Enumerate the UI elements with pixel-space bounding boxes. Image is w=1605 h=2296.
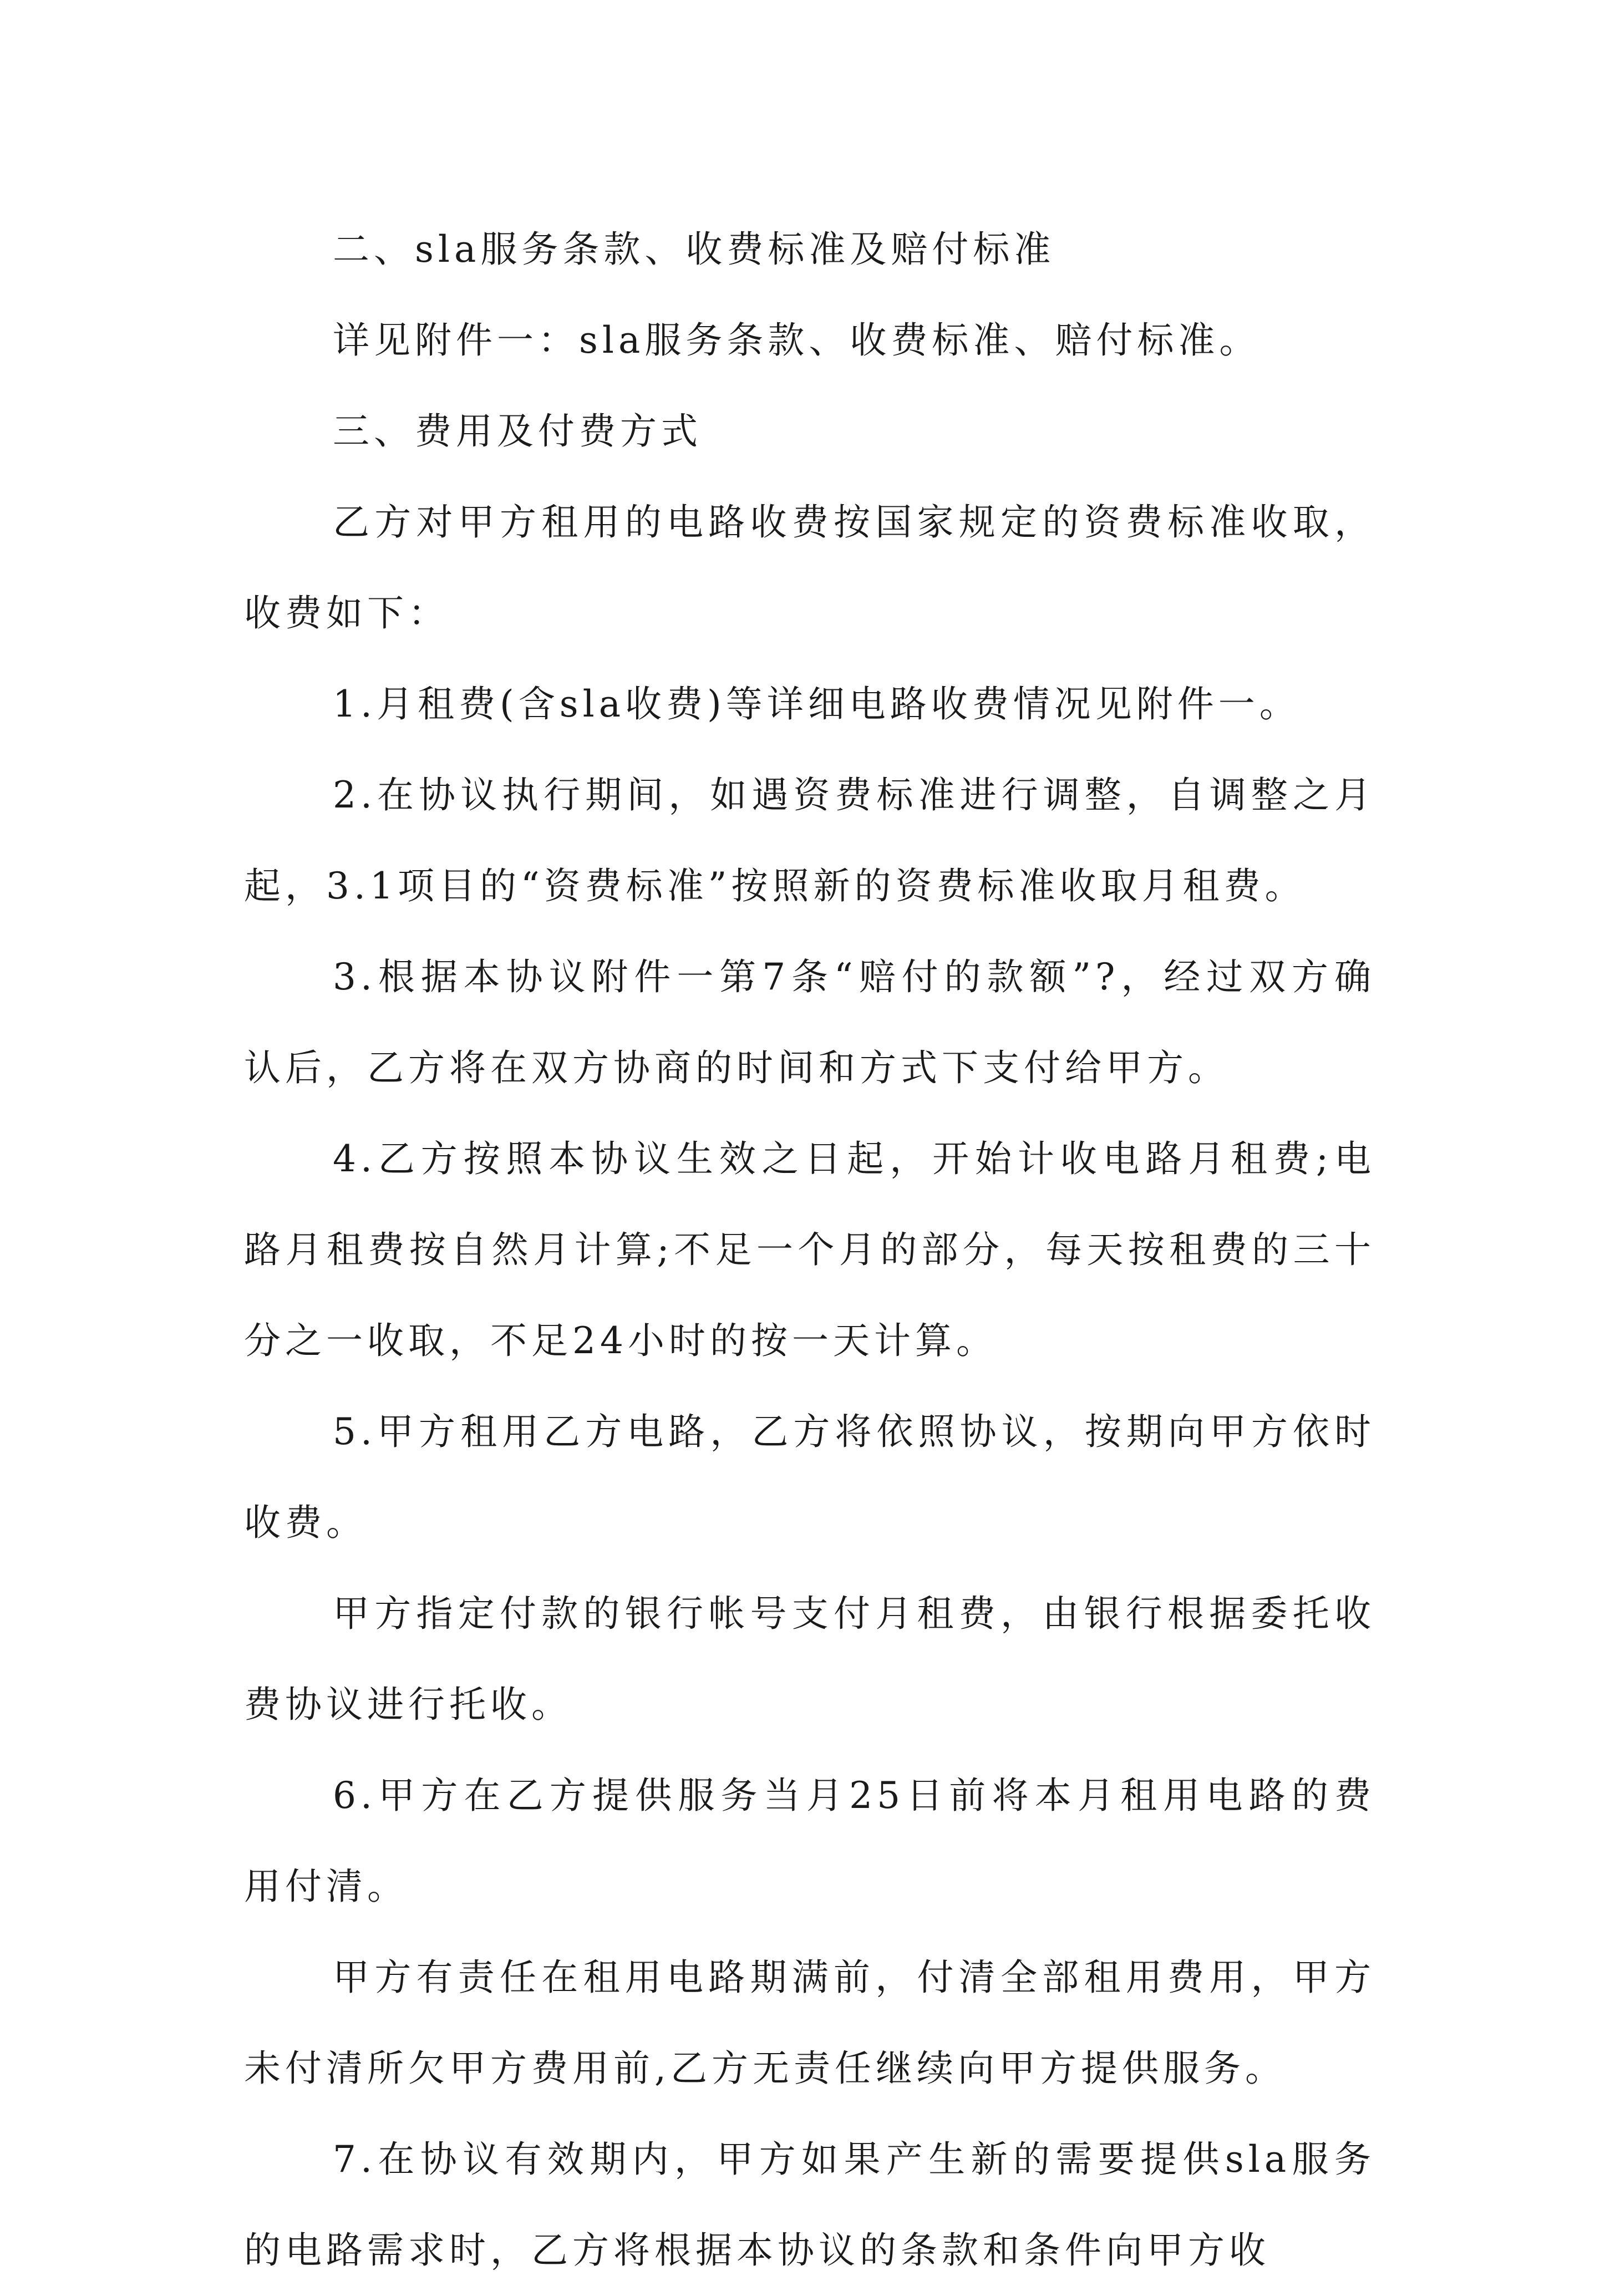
paragraph: 甲方有责任在租用电路期满前，付清全部租用费用，甲方未付清所欠甲方费用前,乙方无责任继续向甲方提供服务。 [244, 1956, 1375, 2090]
document-body [244, 204, 1375, 2296]
section-heading-fees: 三、费用及付费方式 [333, 410, 702, 453]
list-item-6: 6.甲方在乙方提供服务当月25日前将本月租用电路的费用付清。 [244, 1774, 1375, 1908]
paragraph: 甲方指定付款的银行帐号支付月租费，由银行根据委托收费协议进行托收。 [244, 1592, 1375, 1726]
list-item-4: 4.乙方按照本协议生效之日起，开始计收电路月租费;电路月租费按自然月计算;不足一个月的部分，每天按租费的三十分之一收取，不足24小时的按一天计算。 [244, 1137, 1375, 1362]
paragraph: 详见附件一：sla服务条款、收费标准、赔付标准。 [333, 319, 1261, 362]
paragraph: 乙方对甲方租用的电路收费按国家规定的资费标准收取，收费如下： [244, 501, 1375, 634]
list-item-7: 7.在协议有效期内，甲方如果产生新的需要提供sla服务的电路需求时，乙方将根据本协议的条款和条件向甲方收 [244, 2138, 1375, 2272]
list-item-2: 2.在协议执行期间，如遇资费标准进行调整，自调整之月起，3.1项目的“资费标准”按照新的资费标准收取月租费。 [244, 774, 1375, 907]
list-item-5: 5.甲方租用乙方电路，乙方将依照协议，按期向甲方依时收费。 [244, 1410, 1375, 1544]
list-item-3: 3.根据本协议附件一第7条“赔付的款额”?，经过双方确认后，乙方将在双方协商的时间和方式下支付给甲方。 [244, 956, 1375, 1089]
list-item-1: 1.月租费(含sla收费)等详细电路收费情况见附件一。 [333, 683, 1301, 725]
section-heading-sla: 二、sla服务条款、收费标准及赔付标准 [333, 228, 1055, 271]
